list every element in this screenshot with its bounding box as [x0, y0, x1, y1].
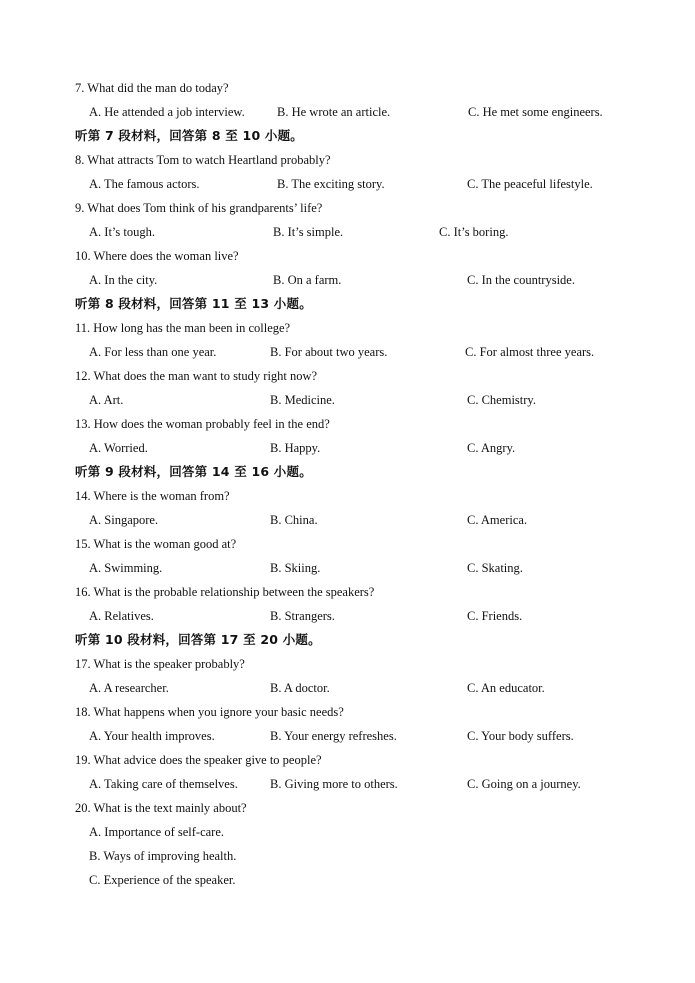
q9-option-c: C. It’s boring.: [439, 225, 509, 239]
q13-option-c: C. Angry.: [467, 441, 516, 455]
q13-option-b: B. Happy.: [270, 441, 321, 455]
section-heading-10: 听第 10 段材料，回答第 17 至 20 小题。: [75, 632, 321, 647]
q16-option-a: A. Relatives.: [89, 609, 154, 623]
q14-option-b: B. China.: [270, 513, 318, 527]
q15-option-a: A. Swimming.: [89, 561, 163, 575]
q11-option-b: B. For about two years.: [270, 345, 388, 359]
q10-option-c: C. In the countryside.: [467, 273, 575, 287]
question-15: 15. What is the woman good at?: [75, 537, 237, 551]
q9-option-b: B. It’s simple.: [273, 225, 344, 239]
section-heading-7: 听第 7 段材料，回答第 8 至 10 小题。: [75, 128, 304, 143]
section-heading-8: 听第 8 段材料，回答第 11 至 13 小题。: [75, 296, 312, 311]
q14-option-c: C. America.: [467, 513, 528, 527]
question-17: 17. What is the speaker probably?: [75, 657, 245, 671]
q17-option-b: B. A doctor.: [270, 681, 330, 695]
q7-option-c: C. He met some engineers.: [468, 105, 603, 119]
q15-option-c: C. Skating.: [467, 561, 523, 575]
q18-option-a: A. Your health improves.: [89, 729, 215, 743]
q14-option-a: A. Singapore.: [89, 513, 159, 527]
question-12: 12. What does the man want to study right now?: [75, 369, 318, 383]
q8-option-a: A. The famous actors.: [89, 177, 200, 191]
question-18: 18. What happens when you ignore your basic needs?: [75, 705, 344, 719]
q17-option-a: A. A researcher.: [89, 681, 169, 695]
question-19: 19. What advice does the speaker give to people?: [75, 753, 322, 767]
q17-option-c: C. An educator.: [467, 681, 545, 695]
question-14: 14. Where is the woman from?: [75, 489, 230, 503]
q19-option-a: A. Taking care of themselves.: [89, 777, 238, 791]
q20-option-a: A. Importance of self-care.: [89, 825, 224, 839]
q19-option-c: C. Going on a journey.: [467, 777, 581, 791]
q15-option-b: B. Skiing.: [270, 561, 321, 575]
question-9: 9. What does Tom think of his grandparents’ life?: [75, 201, 323, 215]
q8-option-b: B. The exciting story.: [277, 177, 385, 191]
q7-option-b: B. He wrote an article.: [277, 105, 391, 119]
q16-option-b: B. Strangers.: [270, 609, 335, 623]
q13-option-a: A. Worried.: [89, 441, 148, 455]
question-7: 7. What did the man do today?: [75, 81, 229, 95]
section-heading-9: 听第 9 段材料，回答第 14 至 16 小题。: [75, 464, 312, 479]
q18-option-b: B. Your energy refreshes.: [270, 729, 397, 743]
q11-option-a: A. For less than one year.: [89, 345, 217, 359]
question-13: 13. How does the woman probably feel in the end?: [75, 417, 330, 431]
q18-option-c: C. Your body suffers.: [467, 729, 574, 743]
q12-option-b: B. Medicine.: [270, 393, 335, 407]
q10-option-b: B. On a farm.: [273, 273, 342, 287]
q9-option-a: A. It’s tough.: [89, 225, 155, 239]
q10-option-a: A. In the city.: [89, 273, 158, 287]
question-20: 20. What is the text mainly about?: [75, 801, 247, 815]
question-10: 10. Where does the woman live?: [75, 249, 239, 263]
q12-option-a: A. Art.: [89, 393, 124, 407]
question-8: 8. What attracts Tom to watch Heartland probably?: [75, 153, 331, 167]
question-11: 11. How long has the man been in college?: [75, 321, 291, 335]
q19-option-b: B. Giving more to others.: [270, 777, 398, 791]
q12-option-c: C. Chemistry.: [467, 393, 536, 407]
q8-option-c: C. The peaceful lifestyle.: [467, 177, 593, 191]
question-16: 16. What is the probable relationship between the speakers?: [75, 585, 375, 599]
q20-option-b: B. Ways of improving health.: [89, 849, 237, 863]
q20-option-c: C. Experience of the speaker.: [89, 873, 236, 887]
q7-option-a: A. He attended a job interview.: [89, 105, 245, 119]
q16-option-c: C. Friends.: [467, 609, 523, 623]
q11-option-c: C. For almost three years.: [465, 345, 595, 359]
